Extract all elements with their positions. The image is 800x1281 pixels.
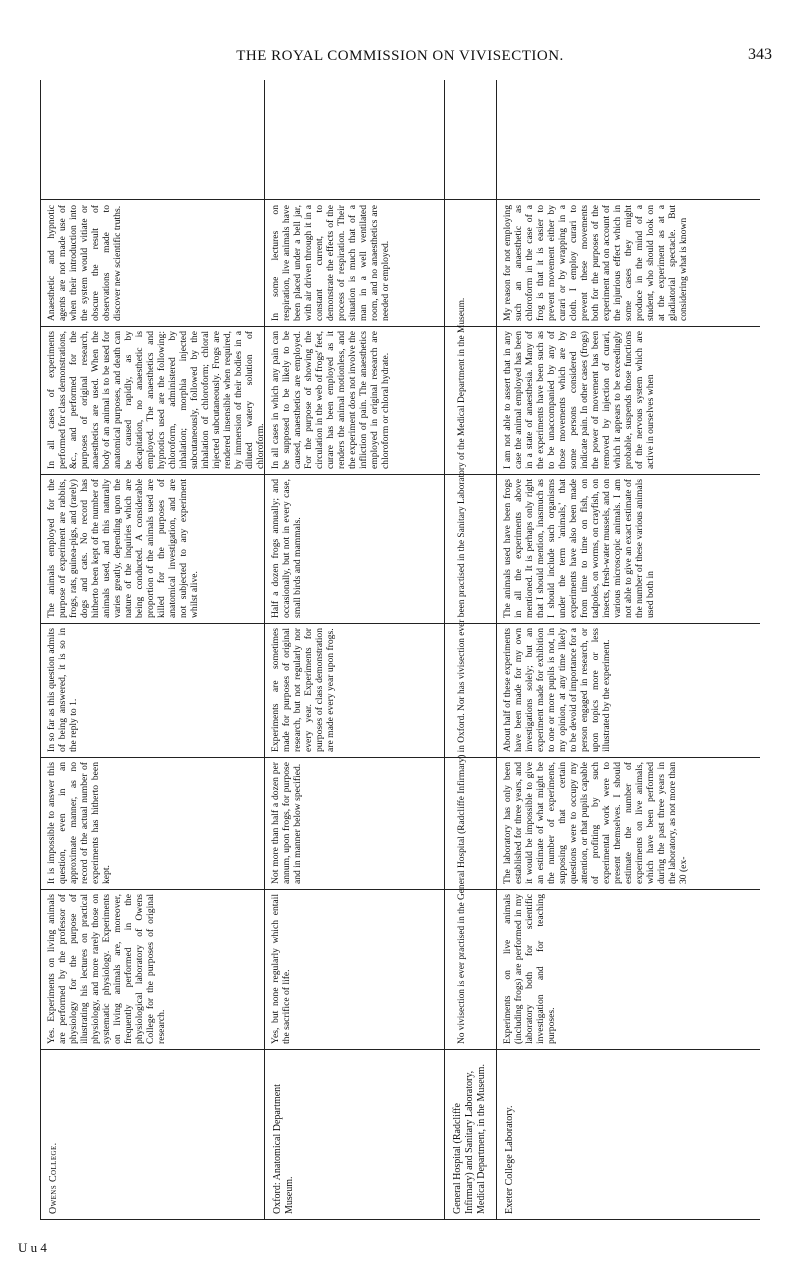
owens-cell-4: The animals employed for the purpose of experiment are rabbits, frogs, rats, guinea-pigs, and (rarely) dogs and cats. No record has hitherto been kept of the number of animals used, and this naturally varies greatly, depending upon the nature of the inquiries which are being conducted. A considerable proportion of the animals used are killed for the purposes of anatomical investigation, and are not subjected to any experiment whilst alive. bbox=[46, 479, 200, 618]
owens-cell-1: Yes. Experiments on living animals are performed by the professor of physiology for the purpose of illustrating his lectures on practical physiology, and more rarely those on systematic physiology. Experiments on living animals are, moreover, frequently performed in the physiological laboratory of Owens College for the purposes of original research. bbox=[46, 894, 167, 1044]
row-rule bbox=[496, 80, 497, 1220]
column-rule bbox=[40, 1049, 760, 1050]
rotated-table bbox=[40, 80, 760, 1220]
institution-owens: Owens College. bbox=[48, 1142, 59, 1214]
row-rule bbox=[264, 80, 265, 1220]
column-rule bbox=[40, 199, 760, 200]
exeter-cell-4: The animals used have been frogs in all the experiments above mentioned. It is perhaps only right that I should mention, inasmuch as I should include such organisms under the term 'animals,' that experiments have also been made from time to time on fish, on tadpoles, on worms, on crayfish, on insects, fresh-water mussels, and on various microscopic animals. I am not able to give an exact estimate of the number of these various animals used both in bbox=[502, 479, 656, 618]
exeter-cell-3: About half of these experiments have been made for my own investigations solely; but an experiment made for exhibition to one or more pupils is not, in my opinion, at any time likely to be devoid of importance for a person engaged in research, or upon topics more or less illustrated by the experiment. bbox=[502, 628, 612, 752]
exeter-cell-1: Experiments on live animals (including frogs) are performed in my laboratory both for scientific investigation and for teaching purposes. bbox=[502, 894, 557, 1044]
owens-cell-6: Anaesthetic and hypnotic agents are not made use of when their introduction into the system would vitiate or obscure the result of observations made to discover new scientific truths. bbox=[46, 205, 123, 321]
institution-exeter: Exeter College Laboratory. bbox=[504, 1105, 515, 1214]
row-rule bbox=[444, 80, 445, 1220]
no-vivisection-note: No vivisection is ever practised in the General Hospital (Radcliffe Infirmary) in Oxford. Nor has vivisection ever been practised in the Sanitary Laboratory of the Medical Department in the Museum. bbox=[457, 297, 467, 1044]
owens-cell-2: It is impossible to answer this question, even in an approximate manner, as no record of the actual number of experiments has hitherto been kept. bbox=[46, 762, 112, 884]
oxford-cell-1: Yes, but none regularly which entail the sacrifice of life. bbox=[270, 894, 292, 1044]
page-number: 343 bbox=[748, 46, 772, 63]
exeter-cell-5: I am not able to assert that in any case the animal employed has been in a state of anaesthesia. Many of the experiments have been such as to be unaccompanied by any of those movements which are by some persons considered to indicate pain. In other cases (frogs) the power of movement has been removed by injection of curari, which it appears to be exceedingly probable, suspends those functions of the nervous system which are active in ourselves when bbox=[502, 331, 656, 469]
exeter-cell-6: My reason for not employing such an anaesthetic as chloroform in the case of a frog is that it is easier to prevent movement either by curari or by wrapping in a cloth. I employ curari to prevent these movements both for the purposes of the experiment and on account of the injurious effect which in some cases they might produce in the mind of a student, who should look on at the experiment as at a gladiatorial spectacle. But considering what is known bbox=[502, 205, 689, 321]
institution-general-hospital: General Hospital (Radcliffe Infirmary) and Sanitary Laboratory, Medical Department, in the Museum. bbox=[452, 1064, 487, 1214]
column-rule bbox=[40, 474, 760, 475]
column-rule bbox=[40, 757, 760, 758]
oxford-cell-5: In all cases in which any pain can be supposed to be likely to be caused, anaesthetics are employed. For the purpose of showing the circulation in the web of frogs' feet, curare has been employed as it renders the animal motionless, and the experiment does not involve the infliction of pain. The anaesthetics employed in original research are chloroform or chloral hydrate. bbox=[270, 331, 391, 469]
column-rule bbox=[40, 889, 760, 890]
running-title: THE ROYAL COMMISSION ON VIVISECTION. bbox=[236, 48, 564, 64]
oxford-cell-6: In some lectures on respiration, live animals have been placed under a bell jar, with air driven through it in a constant current, to demonstrate the effects of the process of respiration. Their situation is much that of a man in a well ventilated room, and no anaesthetics are needed or employed. bbox=[270, 205, 391, 321]
owens-cell-3: In so far as this question admits of being answered, it is so in the reply to 1. bbox=[46, 628, 79, 752]
oxford-cell-3: Experiments are sometimes made for purposes of original research, but not regularly nor every year. Experiments for purposes of class demonstration are made every year upon frogs. bbox=[270, 628, 336, 752]
signature-mark: U u 4 bbox=[18, 1240, 47, 1255]
oxford-cell-2: Not more than half a dozen per annum, upon frogs, for purpose and in manner below specified. bbox=[270, 762, 303, 884]
column-rule bbox=[40, 623, 760, 624]
exeter-cell-2: The laboratory has only been established for three years, and it would be impossible to give an estimate of what might be the number of experiments, supposing that certain questions were to occupy my attention, or that pupils capable of profiting by such experimental work were to present themselves. I should estimate the number of experiments on live animals, which have been performed during the past three years in the laboratory, as not more than 30 (ex- bbox=[502, 762, 689, 884]
institution-oxford-anatomical: Oxford: Anatomical Department Museum. bbox=[272, 1084, 295, 1214]
page-header bbox=[0, 0, 800, 70]
owens-cell-5: In all cases of experiments performed for class demonstrations, &c., and performed for the purposes of original research, anaesthetics are used. When the body of an animal is to be used for anatomical purposes, and death can be caused rapidly, as by decapitation, no anaesthetic is employed. The anaesthetics and hypnotics used are the following: chloroform, administered by inhalation; morphia injected subcutaneously, followed by the inhalation of chloroform; chloral injected subcutaneously. Frogs are rendered insensible when required, by immersion of their bodies in a diluted watery solution of chloroform. bbox=[46, 330, 266, 469]
oxford-cell-4: Half a dozen frogs annually; and occasionally, but not in every case, small birds and mammals. bbox=[270, 479, 303, 618]
column-rule bbox=[40, 326, 760, 327]
table-left-rule bbox=[40, 1219, 760, 1220]
